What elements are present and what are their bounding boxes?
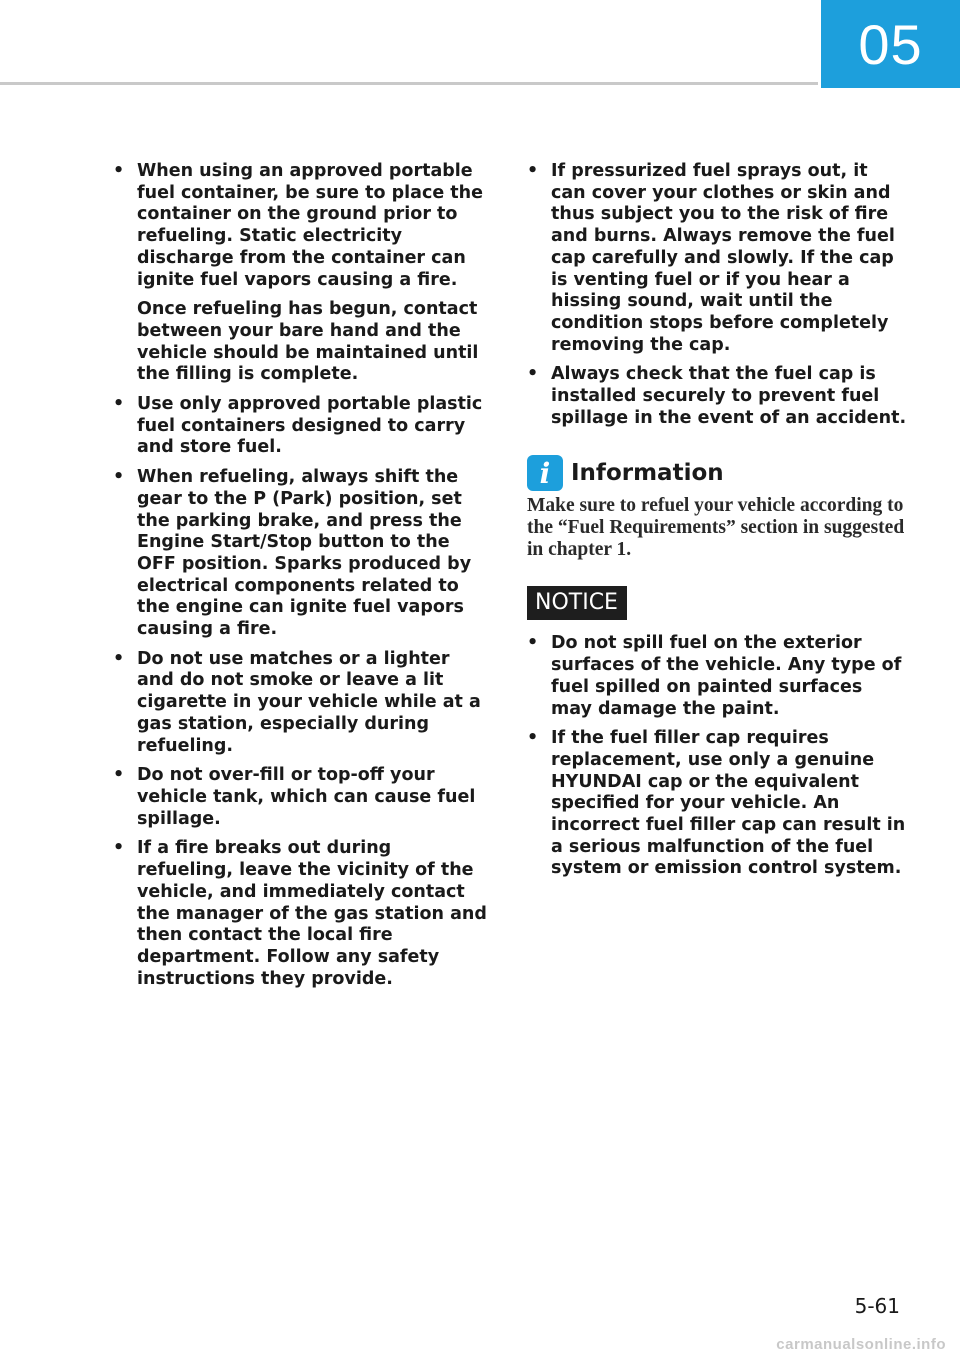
list-item-text: • When using an approved portable fuel container, be sure to place the container on the ground prior to refueling. Static electricity discharge from the container can ignite fuel vapors causing a fire. (137, 161, 483, 290)
information-title: Information (571, 460, 724, 487)
warning-list (113, 161, 491, 990)
list-item: • If the fuel filler cap requires replacement, use only a genuine HYUNDAI cap or the equivalent specified for your vehicle. An incorrect fuel filler cap can result in a serious malfunction of the fuel system or emission control system. (527, 728, 907, 880)
warning-list (527, 161, 907, 429)
list-item: • If pressurized fuel sprays out, it can cover your clothes or skin and thus subject you to the risk of fire and burns. Always remove the fuel cap carefully and slowly. If the cap is venting fuel or if you hear a hissing sound, wait until the condition stops before completely removing the cap. (527, 161, 907, 356)
notice-label: NOTICE (527, 586, 627, 620)
chapter-number: 05 (858, 12, 923, 76)
page-number: 5-61 (854, 1294, 900, 1318)
list-item: • If a fire breaks out during refueling, leave the vicinity of the vehicle, and immediately contact the manager of the gas station and then contact the local fire department. Follow any safety instructions they provide. (113, 838, 491, 990)
information-box (527, 455, 907, 561)
information-text: Make sure to refuel your vehicle according to the “Fuel Requirements” section in suggested in chapter 1. (527, 495, 905, 561)
list-item: • Always check that the fuel cap is installed securely to prevent fuel spillage in the event of an accident. (527, 364, 907, 429)
list-item: • When refueling, always shift the gear to the P (Park) position, set the parking brake, and press the Engine Start/Stop button to the OFF position. Sparks produced by electrical components related to the engine can ignite fuel vapors causing a fire. (113, 467, 491, 641)
left-column (113, 161, 491, 998)
information-heading (527, 455, 907, 491)
list-item: • Do not use matches or a lighter and do not smoke or leave a lit cigarette in your vehicle while at a gas station, especially during refueling. (113, 649, 491, 758)
chapter-tab (821, 0, 960, 88)
watermark: carmanualsonline.info (776, 1336, 946, 1353)
info-icon: i (527, 455, 563, 491)
header-rule (0, 82, 818, 85)
list-item: • Do not spill fuel on the exterior surfaces of the vehicle. Any type of fuel spilled on painted surfaces may damage the paint. (527, 633, 907, 720)
list-item: • Use only approved portable plastic fuel containers designed to carry and store fuel. (113, 394, 491, 459)
notice-list (527, 633, 907, 880)
list-item: • Do not over-fill or top-off your vehicle tank, which can cause fuel spillage. (113, 765, 491, 830)
right-column (527, 161, 907, 888)
list-item (113, 161, 491, 386)
list-item-text: Once refueling has begun, contact between your bare hand and the vehicle should be maintained until the filling is complete. (137, 299, 479, 385)
